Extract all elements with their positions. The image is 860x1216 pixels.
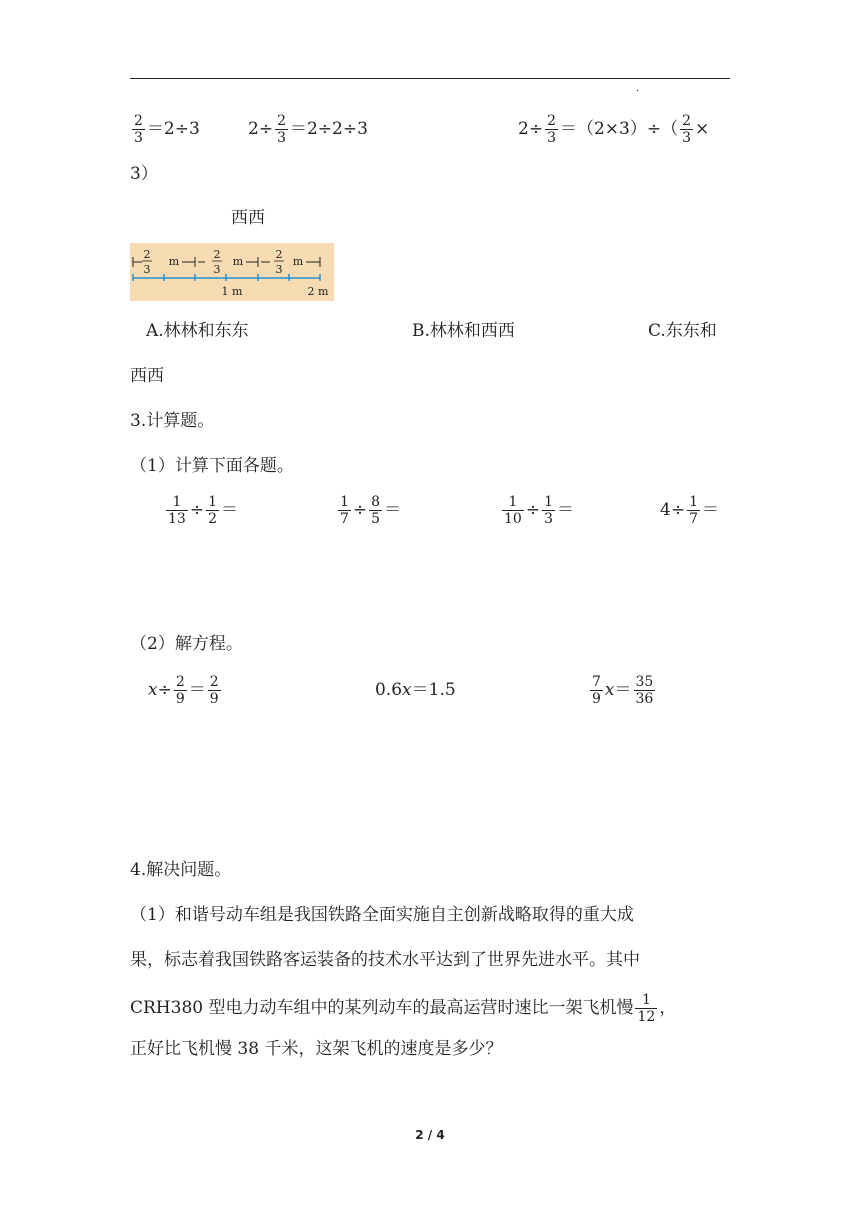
problem-line-1: （1）和谐号动车组是我国铁路全面实施自主创新战略取得的重大成 — [130, 905, 634, 925]
number-line-figure — [130, 243, 334, 301]
seg-den: 3 — [143, 263, 151, 276]
number-line-svg — [130, 243, 334, 301]
fraction: $\frac{2}{3}$ — [547, 113, 556, 146]
part-1-title: （1）计算下面各题。 — [130, 456, 294, 476]
stray-dot: · — [636, 86, 640, 97]
equation-1: $\frac{2}{3}$ ＝2÷3 — [134, 113, 200, 146]
calc-2: $\frac{1}{7}$ ÷ $\frac{8}{5}$ ＝ — [340, 494, 402, 527]
header-rule — [130, 78, 730, 79]
equation-3: 2÷ $\frac{2}{3}$ ＝（2×3）÷（ $\frac{2}{3}$ × — [518, 113, 710, 146]
seg-num: 2 — [213, 248, 221, 261]
section-3-title: 3.计算题。 — [130, 411, 215, 431]
problem-line-4: 正好比飞机慢 38 千米，这架飞机的速度是多少？ — [130, 1039, 503, 1059]
seg-unit: m — [232, 255, 244, 268]
fraction: $\frac{2}{3}$ — [277, 113, 286, 146]
mark-1m: 1 m — [221, 285, 243, 298]
part-2-title: （2）解方程。 — [130, 634, 243, 654]
blue-number-line — [133, 274, 320, 281]
problem-line-3: CRH380 型电力动车组中的某列动车的最高运营时速比一架飞机慢 $\frac{1}{12}$ ， — [130, 992, 677, 1025]
equation-2: 2÷ $\frac{2}{3}$ ＝2÷2÷3 — [248, 113, 368, 146]
fraction: $\frac{2}{3}$ — [682, 113, 692, 146]
calc-3: $\frac{1}{10}$ ÷ $\frac{1}{3}$ ＝ — [504, 494, 574, 527]
seg-unit: m — [292, 255, 304, 268]
option-c: C.东东和 — [648, 321, 717, 341]
fraction: $\frac{2}{3}$ — [134, 113, 143, 146]
page-number: 2 / 4 — [415, 1128, 445, 1142]
seg-unit: m — [168, 255, 180, 268]
equation-solve-2: 0.6x＝1.5 — [375, 680, 456, 700]
calc-4: 4÷ $\frac{1}{7}$ ＝ — [660, 494, 719, 527]
option-a: A.林林和东东 — [146, 321, 249, 341]
problem-line-2: 果，标志着我国铁路客运装备的技术水平达到了世界先进水平。其中 — [130, 950, 640, 970]
segment-2 — [198, 248, 258, 276]
option-b: B.林林和西西 — [412, 321, 515, 341]
option-c-wrap: 西西 — [130, 366, 164, 386]
seg-num: 2 — [275, 248, 283, 261]
mark-2m: 2 m — [307, 285, 329, 298]
seg-num: 2 — [143, 248, 151, 261]
seg-den: 3 — [275, 263, 283, 276]
xixi-label: 西西 — [231, 208, 265, 228]
equation-3-wrap: 3） — [130, 164, 158, 184]
calc-1: $\frac{1}{13}$ ÷ $\frac{1}{2}$ ＝ — [168, 494, 238, 527]
equation-solve-1: x÷ $\frac{2}{9}$ ＝ $\frac{2}{9}$ — [148, 674, 219, 707]
segment-1 — [133, 248, 195, 276]
segment-3 — [261, 248, 320, 276]
section-4-title: 4.解决问题。 — [130, 860, 232, 880]
equation-solve-3: $\frac{7}{9}$ x＝ $\frac{35}{36}$ — [592, 674, 654, 707]
seg-den: 3 — [213, 263, 221, 276]
